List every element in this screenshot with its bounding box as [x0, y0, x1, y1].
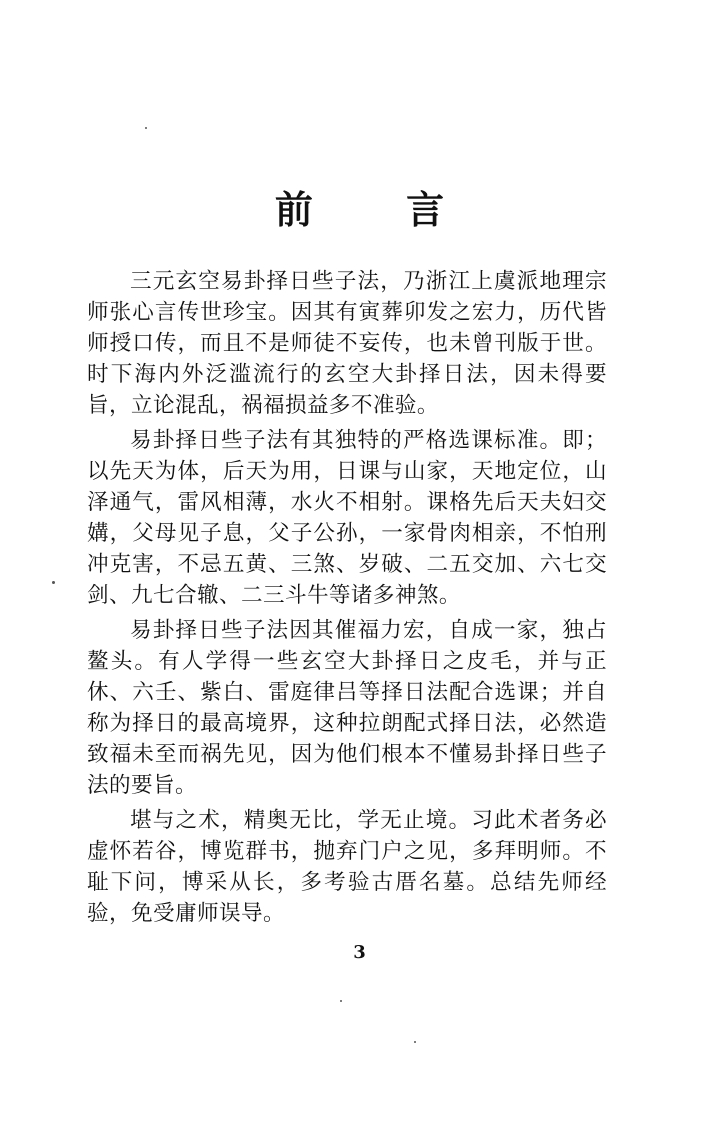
paragraph-3: 易卦择日些子法因其催福力宏，自成一家，独占鳌头。有人学得一些玄空大卦择日之皮毛，并与正休、六壬、紫白、雷庭律吕等择日法配合选课；并自称为择日的最高境界，这种拉朗配式择日法，必然造致福未至而祸先见，因为他们根本不懂易卦择日些子法的要旨。 — [87, 618, 607, 798]
scan-speck — [145, 127, 147, 129]
page-number: 3 — [353, 942, 366, 963]
page-title: 前 言 — [274, 188, 485, 232]
paragraph-2: 易卦择日些子法有其独特的严格选课标准。即；以先天为体，后天为用，日课与山家，天地定位，山泽通气，雷风相薄，水火不相射。课格先后天夫妇交媾，父母见子息，父子公孙，一家骨肉相亲，不怕刑冲克害，不忌五黄、三煞、岁破、二五交加、六七交剑、九七合辙、二三斗牛等诸多神煞。 — [87, 428, 607, 608]
paragraph-1: 三元玄空易卦择日些子法，乃浙江上虞派地理宗师张心言传世珍宝。因其有寅葬卯发之宏力，历代皆师授口传，而且不是师徒不妄传，也未曾刊版于世。时下海内外泛滥流行的玄空大卦择日法，因未得要旨，立论混乱，祸福损益多不准验。 — [87, 269, 607, 418]
scan-speck — [414, 1041, 416, 1043]
body-text — [87, 266, 607, 933]
scan-speck — [340, 1000, 342, 1002]
paragraph-4: 堪与之术，精奥无比，学无止境。习此术者务必虚怀若谷，博览群书，抛弃门户之见，多拜明师。不耻下问，博采从长，多考验古厝名墓。总结先师经验，免受庸师误导。 — [87, 808, 607, 926]
scan-speck — [52, 581, 55, 584]
